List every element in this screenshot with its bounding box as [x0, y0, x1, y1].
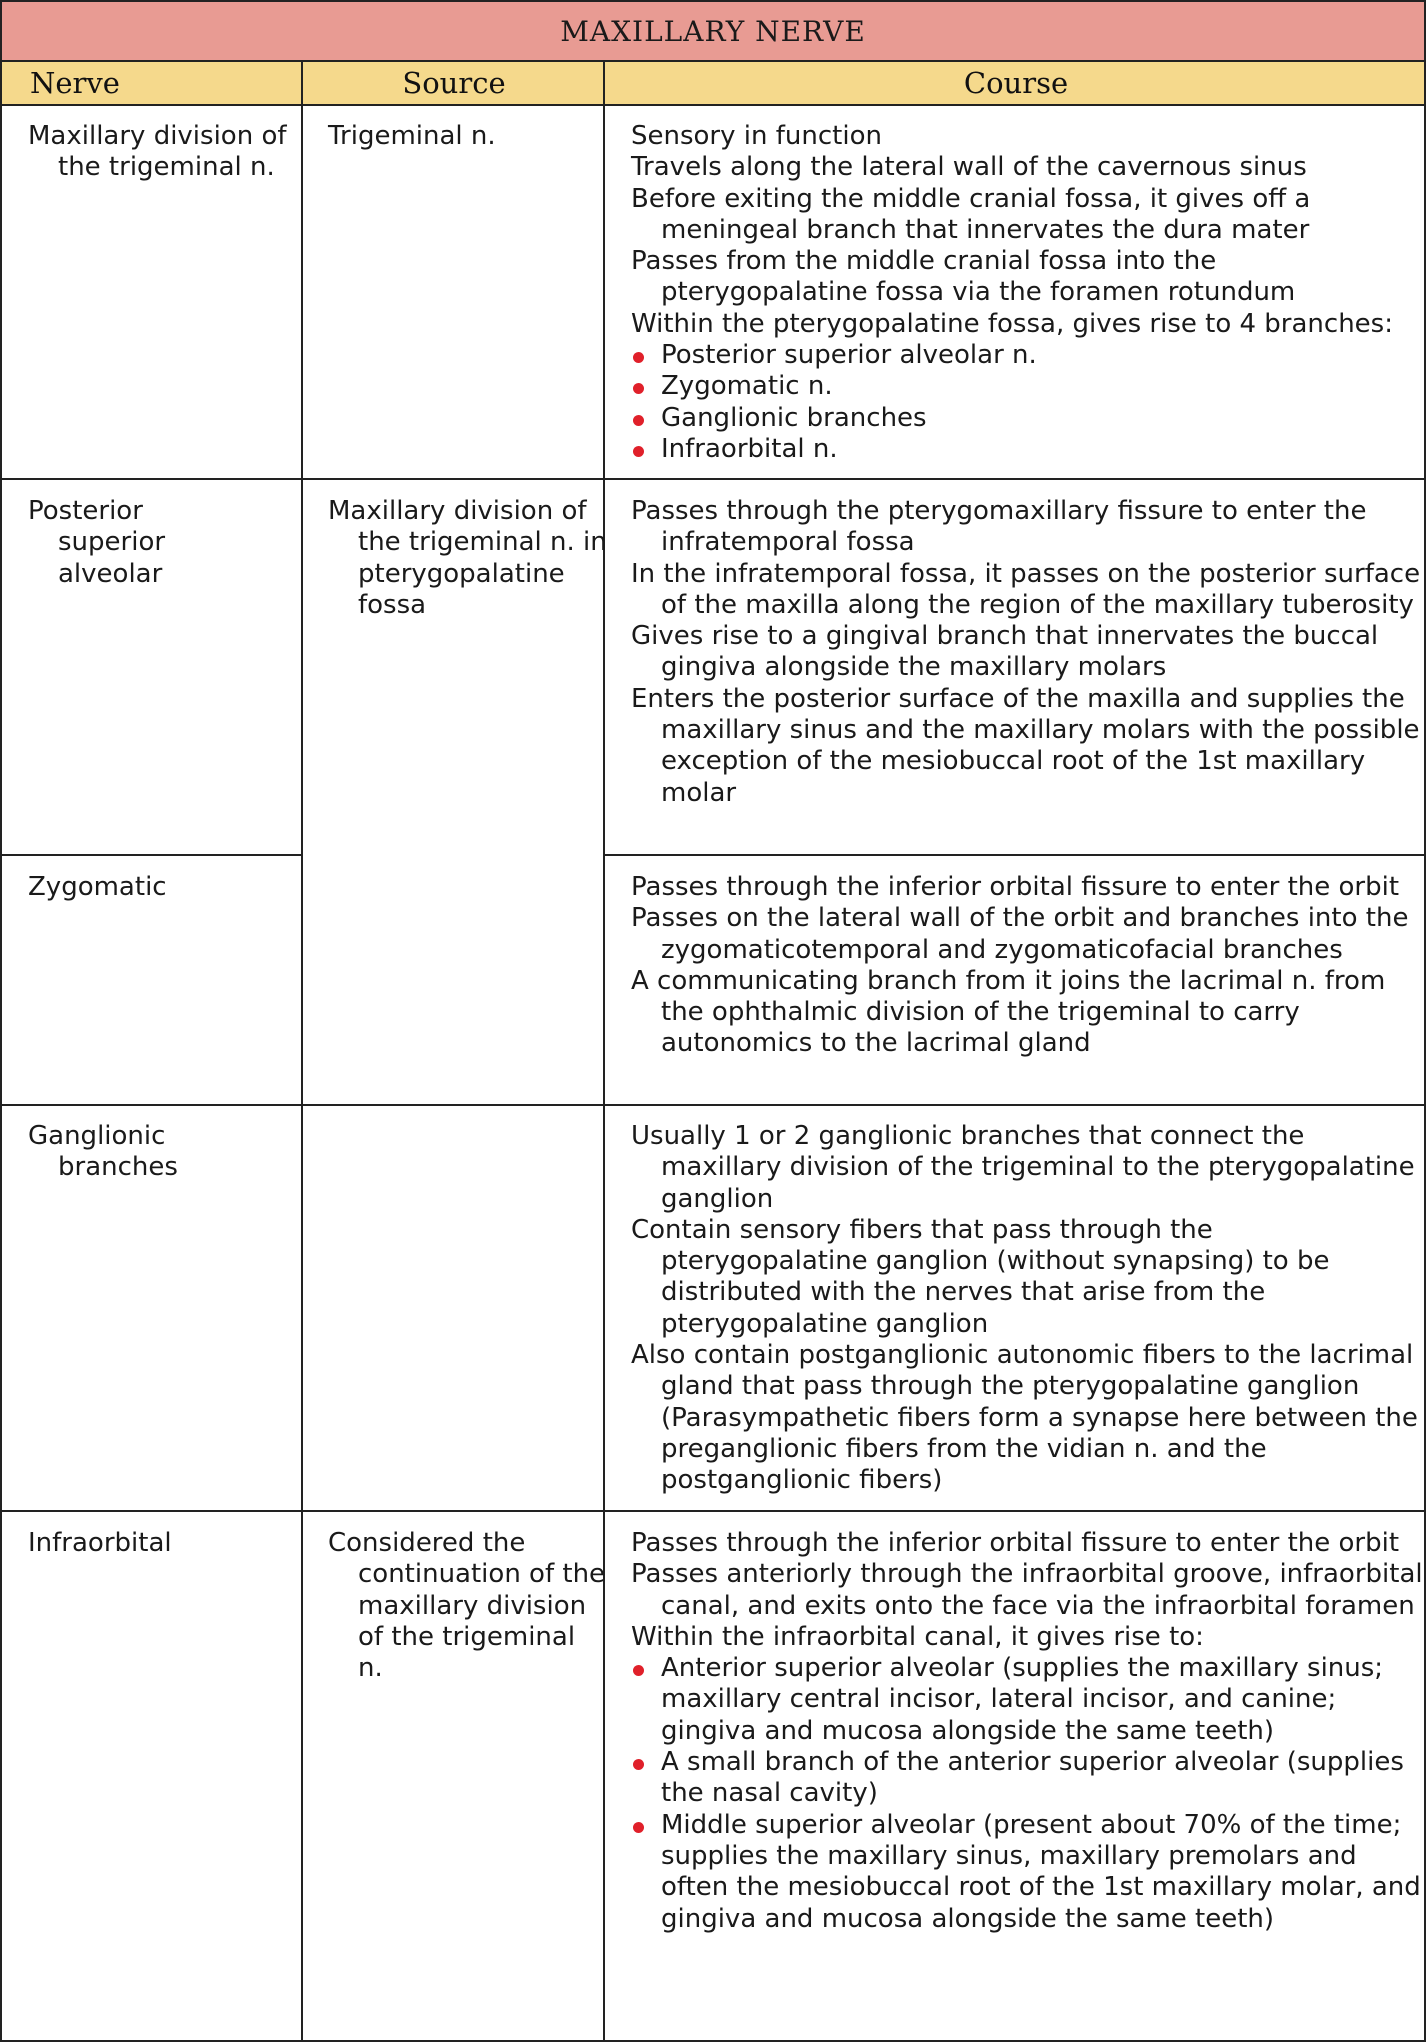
bullet-item: Middle superior alveolar (present about 70% of the time; supplies the maxillary sinus, maxillary premolars and often the mesiobuccal root of the 1st maxillary molar, and gingiva and mucosa alongside the same teeth): [631, 1810, 1426, 1935]
bullet-item: Infraorbital n.: [631, 434, 1426, 465]
row-divider-3: [0, 1104, 1426, 1106]
table-header-row: [0, 62, 1426, 106]
bullet-dot-icon: [633, 446, 644, 457]
table-row-2-nerve: Posterior superior alveolar: [28, 496, 166, 589]
table-row-1-course: Sensory in function Travels along the lateral wall of the cavernous sinus Before exiting the middle cranial fossa, it gives off a meningeal branch that innervates the dura mater Passes from the middle cranial fossa into the pterygopalatine fossa via the foramen rotundum Within the pterygopalatine fossa, gives rise to 4 branches: Posterior superior alveolar n. Zygomatic n. Ganglionic branches Infraorbital n.: [631, 121, 1426, 465]
table-title: MAXILLARY NERVE: [0, 0, 1426, 62]
bullet-item: Anterior superior alveolar (supplies the maxillary sinus; maxillary central incisor, lateral incisor, and canine; gingiva and mucosa alongside the same teeth): [631, 1653, 1426, 1747]
bullet-dot-icon: [633, 383, 644, 394]
table-row-3-course: Passes through the inferior orbital fissure to enter the orbit Passes on the lateral wall of the orbit and branches into the zygomaticotemporal and zygomaticofacial branches A communicating branch from it joins the lacrimal n. from the ophthalmic division of the trigeminal to carry autonomics to the lacrimal gland: [631, 872, 1409, 1059]
bullet-dot-icon: [633, 352, 644, 363]
header-nerve: Nerve: [30, 66, 120, 100]
bullet-dot-icon: [633, 1665, 644, 1676]
bullet-dot-icon: [633, 1759, 644, 1770]
table-row-4-course: Usually 1 or 2 ganglionic branches that connect the maxillary division of the trigeminal to the pterygopalatine ganglion Contain sensory fibers that pass through the pterygopalatine ganglion (without synapsing) to be distributed with the nerves that arise from the pterygopalatine ganglion Also contain postganglionic autonomic fibers to the lacrimal gland that pass through the pterygopalatine ganglion (Parasympathetic fibers form a synapse here between the preganglionic fibers from the vidian n. and the postganglionic fibers): [631, 1121, 1418, 1496]
table-row-2-course: Passes through the pterygomaxillary fissure to enter the infratemporal fossa In the infratemporal fossa, it passes on the posterior surface of the maxilla along the region of the maxillary tuberosity Gives rise to a gingival branch that innervates the buccal gingiva alongside the maxillary molars Enters the posterior surface of the maxilla and supplies the maxillary sinus and the maxillary molars with the possible exception of the mesiobuccal root of the 1st maxillary molar: [631, 496, 1421, 808]
header-course: Course: [963, 66, 1069, 100]
table-row-5-course: Passes through the inferior orbital fissure to enter the orbit Passes anteriorly through the infraorbital groove, infraorbital canal, and exits onto the face via the infraorbital foramen Within the infraorbital canal, it gives rise to: Anterior superior alveolar (supplies the maxillary sinus; maxillary central incisor, lateral incisor, and canine; gingiva and mucosa alongside the same teeth) A small branch of the anterior superior alveolar (supplies the nasal cavity) Middle superior alveolar (present about 70% of the time; supplies the maxillary sinus, maxillary premolars and often the mesiobuccal root of the 1st maxillary molar, and gingiva and mucosa alongside the same teeth): [631, 1528, 1426, 1935]
bullet-item: Ganglionic branches: [631, 403, 1426, 434]
bullet-item: Posterior superior alveolar n.: [631, 340, 1426, 371]
row-divider-2b: [603, 854, 1426, 856]
column-divider-1: [301, 62, 303, 2042]
table-row-1-source: Trigeminal n.: [328, 121, 496, 151]
column-divider-2: [603, 62, 605, 2042]
row-divider-2a: [0, 854, 302, 856]
border-left: [0, 106, 2, 2042]
bullet-dot-icon: [633, 415, 644, 426]
bullet-item: A small branch of the anterior superior alveolar (supplies the nasal cavity): [631, 1747, 1426, 1810]
table-row-4-nerve: Ganglionic branches: [28, 1121, 178, 1183]
table-row-1-nerve: Maxillary division of the trigeminal n.: [28, 121, 287, 183]
table-row-5-nerve: Infraorbital: [28, 1528, 172, 1558]
row-divider-1: [0, 478, 1426, 480]
header-source: Source: [402, 66, 506, 100]
table-row-2-source: Maxillary division of the trigeminal n. in pterygopalatine fossa: [328, 496, 607, 620]
table-row-5-source: Considered the continuation of the maxillary division of the trigeminal n.: [328, 1528, 606, 1684]
row-divider-4: [0, 1510, 1426, 1512]
bullet-item: Zygomatic n.: [631, 371, 1426, 402]
table-row-3-nerve: Zygomatic: [28, 872, 167, 902]
bullet-dot-icon: [633, 1822, 644, 1833]
